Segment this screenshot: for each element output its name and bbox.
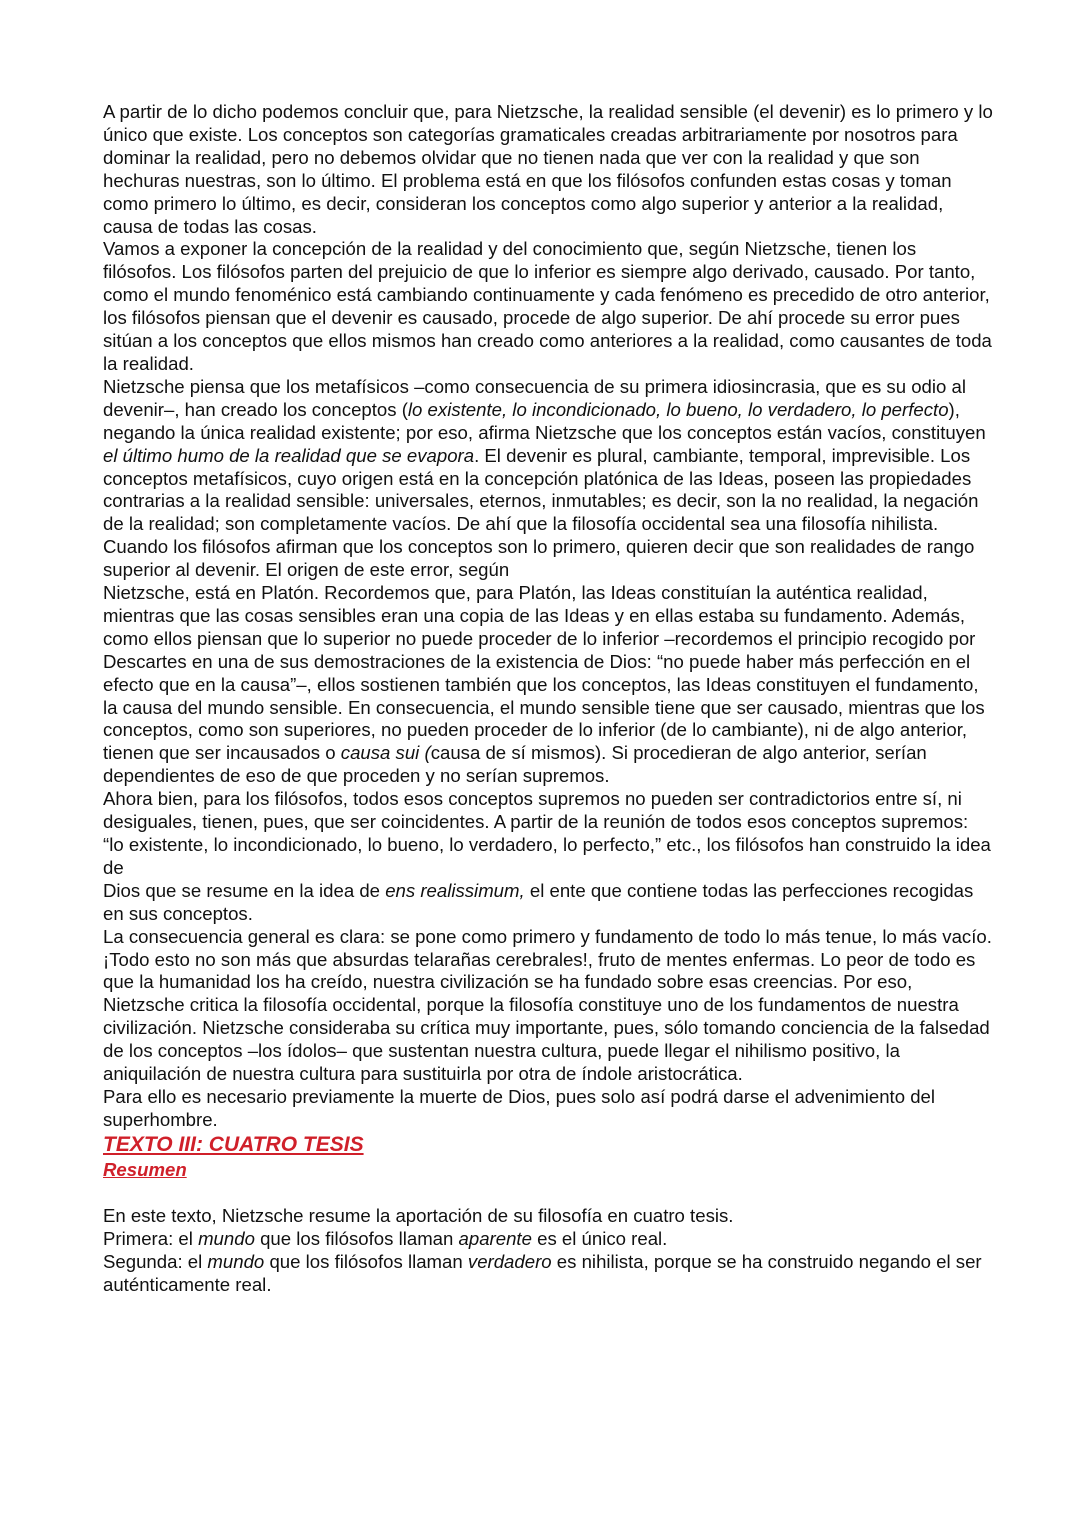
text-run: que los filósofos llaman bbox=[264, 1250, 468, 1272]
italic-text: ens realissimum, bbox=[385, 879, 525, 901]
text-run: Dios que se resume en la idea de bbox=[103, 879, 386, 901]
text-run: es nihilista, porque se ha construido negando el ser auténticamente real. bbox=[103, 1250, 982, 1295]
section-title: TEXTO III: CUATRO TESIS bbox=[103, 1132, 364, 1156]
paragraph bbox=[103, 1228, 993, 1251]
italic-text: mundo bbox=[198, 1227, 255, 1249]
paragraph: Cuando los filósofos afirman que los conceptos son lo primero, quieren decir que son realidades de rango superior al devenir. El origen de este error, según bbox=[103, 536, 975, 581]
text-run: es el único real. bbox=[531, 1227, 668, 1249]
text-run: . El devenir es plural, cambiante, temporal, imprevisible. Los conceptos metafísicos, cuyo origen está en la concepción platónica de las Ideas, poseen las propiedades contrarias a la realidad sensible: universales, eternos, inmutables; es decir, son la no realidad, la negación de la realidad; son completamente vacíos. De ahí que la filosofía occidental sea una filosofía nihilista. bbox=[103, 444, 979, 535]
paragraph: Ahora bien, para los filósofos, todos esos conceptos supremos no pueden ser contradictorios entre sí, ni desiguales, tienen, pues, que ser coincidentes. A partir de la reunión de todos esos conceptos supremos: “lo existente, lo incondicionado, lo bueno, lo verdadero, lo perfecto,” etc., los filósofos han construido la idea de bbox=[103, 788, 991, 878]
paragraph: Para ello es necesario previamente la muerte de Dios, pues solo así podrá darse el advenimiento del superhombre. bbox=[103, 1085, 936, 1130]
italic-text: lo existente, lo incondicionado, lo bueno, lo verdadero, lo perfecto bbox=[407, 398, 949, 420]
text-run: el ente que contiene todas las perfecciones recogidas en sus conceptos. bbox=[103, 879, 974, 924]
text-run: Primera: el bbox=[103, 1227, 199, 1249]
text-run: Segunda: el bbox=[103, 1250, 208, 1272]
paragraph: La consecuencia general es clara: se pone como primero y fundamento de todo lo más tenue, lo más vacío. ¡Todo esto no son más que absurdas telarañas cerebrales!, fruto de mentes enfermas. Lo peor de todo es que la humanidad los ha creído, nuestra civilización se ha fundado sobre esas creencias. Por eso, Nietzsche critica la filosofía occidental, porque la filosofía constituye uno de los fundamentos de nuestra civilización. Nietzsche consideraba su crítica muy importante, pues, sólo tomando conciencia de la falsedad de los conceptos –los ídolos– que sustentan nuestra cultura, puede llegar el nihilismo positivo, la aniquilación de nuestra cultura para sustituirla por otra de índole aristocrática. bbox=[103, 925, 992, 1085]
paragraph: Vamos a exponer la concepción de la realidad y del conocimiento que, según Nietzsche, tienen los filósofos. Los filósofos parten del prejuicio de que lo inferior es siempre algo derivado, causado. Por tanto, como el mundo fenoménico está cambiando continuamente y cada fenómeno es precedido de otro anterior, los filósofos piensan que el devenir es causado, procede de algo superior. De ahí procede su error pues sitúan a los conceptos que ellos mismos han creado como anteriores a la realidad, como causantes de toda la realidad. bbox=[103, 238, 992, 374]
text-run: Nietzsche piensa que los metafísicos –como consecuencia de su primera idiosincrasia, que es su odio al devenir–, han creado los conceptos ( bbox=[103, 375, 967, 420]
italic-text: verdadero bbox=[467, 1250, 552, 1272]
italic-text: aparente bbox=[458, 1227, 532, 1249]
paragraph bbox=[103, 582, 993, 788]
text-run: que los filósofos llaman bbox=[254, 1227, 459, 1249]
paragraph: En este texto, Nietzsche resume la aportación de su filosofía en cuatro tesis. bbox=[103, 1204, 734, 1226]
text-run: ), negando la única realidad existente; por eso, afirma Nietzsche que los conceptos están vacíos, constituyen bbox=[103, 398, 986, 443]
italic-text: el último humo de la realidad que se evapora bbox=[103, 444, 475, 466]
paragraph bbox=[103, 880, 993, 926]
section-subtitle: Resumen bbox=[103, 1158, 187, 1180]
paragraph bbox=[103, 376, 993, 536]
paragraph bbox=[103, 1251, 993, 1297]
document-page bbox=[103, 101, 993, 1296]
text-run: Nietzsche, está en Platón. Recordemos que, para Platón, las Ideas constituían la auténtica realidad, mientras que las cosas sensibles eran una copia de las Ideas y en ellas estaba su fundamento. Además, como ellos piensan que lo superior no puede proceder de lo inferior –recordemos el principio recogido por Descartes en una de sus demostraciones de la existencia de Dios: “no puede haber más perfección en el efecto que en la causa”–, ellos sostienen también que los conceptos, las Ideas constituyen el fundamento, la causa del mundo sensible. En consecuencia, el mundo sensible tiene que ser causado, mientras que los conceptos, como son superiores, no pueden proceder de lo inferior (de lo cambiante), ni de algo anterior, tienen que ser incausados o bbox=[103, 582, 985, 764]
italic-text: causa sui ( bbox=[340, 742, 431, 764]
paragraph: A partir de lo dicho podemos concluir que, para Nietzsche, la realidad sensible (el devenir) es lo primero y lo único que existe. Los conceptos son categorías gramaticales creadas arbitrariamente por nosotros para dominar la realidad, pero no debemos olvidar que no tienen nada que ver con la realidad y que son hechuras nuestras, son lo último. El problema está en que los filósofos confunden estas cosas y toman como primero lo último, es decir, consideran los conceptos como algo superior y anterior a la realidad, causa de todas las cosas. bbox=[103, 101, 993, 237]
text-run: causa de sí mismos). Si procedieran de algo anterior, serían dependientes de eso de que proceden y no serían supremos. bbox=[103, 742, 927, 787]
italic-text: mundo bbox=[207, 1250, 265, 1272]
